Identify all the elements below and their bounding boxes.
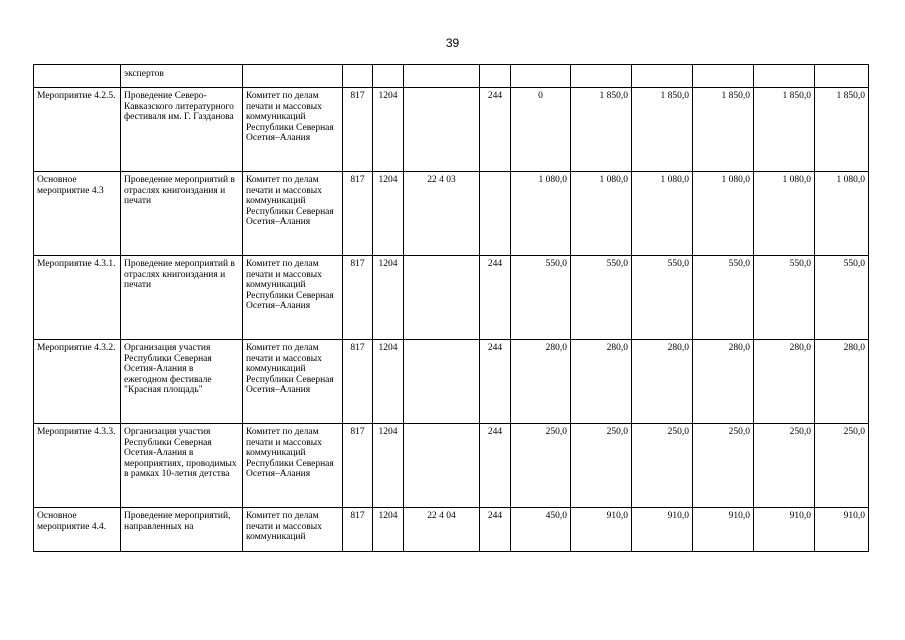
type-cell: Основное мероприятие 4.4.: [34, 508, 121, 552]
budget-table: [33, 64, 869, 552]
value-cell: 1 850,0: [693, 88, 754, 172]
value-cell: 1 850,0: [571, 88, 632, 172]
vr-cell: [480, 172, 511, 256]
rzpr-cell: 1204: [373, 172, 404, 256]
executor-cell: Комитет по делам печати и массовых коммуникаций: [243, 508, 343, 552]
type-cell: Мероприятие 4.3.2.: [34, 340, 121, 424]
value-cell: 910,0: [693, 508, 754, 552]
name-cell: Проведение Северо-Кавказского литературного фестиваля им. Г. Газданова: [121, 88, 243, 172]
type-cell: Основное мероприятие 4.3: [34, 172, 121, 256]
name-cell: Проведение мероприятий в отраслях книгоиздания и печати: [121, 256, 243, 340]
grbs-cell: 817: [343, 340, 373, 424]
value-cell: 450,0: [511, 508, 571, 552]
csr-cell: [404, 256, 480, 340]
name-cell: экспертов: [121, 65, 243, 88]
value-cell: 910,0: [571, 508, 632, 552]
grbs-cell: 817: [343, 256, 373, 340]
table-row: [34, 88, 869, 172]
value-cell: 550,0: [815, 256, 869, 340]
value-cell: 250,0: [693, 424, 754, 508]
csr-cell: [404, 65, 480, 88]
type-cell: Мероприятие 4.3.1.: [34, 256, 121, 340]
value-cell: 280,0: [571, 340, 632, 424]
value-cell: 250,0: [571, 424, 632, 508]
vr-cell: [480, 65, 511, 88]
value-cell: [754, 65, 815, 88]
value-cell: 280,0: [632, 340, 693, 424]
value-cell: 250,0: [754, 424, 815, 508]
value-cell: 250,0: [632, 424, 693, 508]
rzpr-cell: 1204: [373, 88, 404, 172]
csr-cell: 22 4 04: [404, 508, 480, 552]
page-number: 39: [445, 36, 460, 50]
value-cell: 250,0: [511, 424, 571, 508]
value-cell: [571, 65, 632, 88]
value-cell: 910,0: [632, 508, 693, 552]
value-cell: 1 080,0: [754, 172, 815, 256]
vr-cell: 244: [480, 256, 511, 340]
type-cell: Мероприятие 4.3.3.: [34, 424, 121, 508]
value-cell: 1 080,0: [571, 172, 632, 256]
grbs-cell: 817: [343, 88, 373, 172]
rzpr-cell: 1204: [373, 424, 404, 508]
value-cell: 280,0: [815, 340, 869, 424]
rzpr-cell: 1204: [373, 256, 404, 340]
vr-cell: 244: [480, 508, 511, 552]
value-cell: 550,0: [632, 256, 693, 340]
value-cell: [511, 65, 571, 88]
executor-cell: Комитет по делам печати и массовых коммуникаций Республики Северная Осетия–Алания: [243, 424, 343, 508]
value-cell: [632, 65, 693, 88]
table-row: [34, 508, 869, 552]
value-cell: 910,0: [815, 508, 869, 552]
grbs-cell: 817: [343, 508, 373, 552]
vr-cell: 244: [480, 88, 511, 172]
value-cell: 1 080,0: [815, 172, 869, 256]
value-cell: 550,0: [511, 256, 571, 340]
value-cell: 280,0: [511, 340, 571, 424]
name-cell: Проведение мероприятий, направленных на: [121, 508, 243, 552]
name-cell: Организация участия Республики Северная Осетия-Алания в ежегодном фестивале "Красная площадь": [121, 340, 243, 424]
value-cell: 0: [511, 88, 571, 172]
grbs-cell: 817: [343, 172, 373, 256]
csr-cell: [404, 340, 480, 424]
value-cell: 250,0: [815, 424, 869, 508]
value-cell: [815, 65, 869, 88]
table-row: [34, 340, 869, 424]
rzpr-cell: 1204: [373, 508, 404, 552]
name-cell: Проведение мероприятий в отраслях книгоиздания и печати: [121, 172, 243, 256]
value-cell: 1 080,0: [693, 172, 754, 256]
value-cell: 1 850,0: [754, 88, 815, 172]
value-cell: 280,0: [693, 340, 754, 424]
grbs-cell: [343, 65, 373, 88]
value-cell: 1 850,0: [815, 88, 869, 172]
rzpr-cell: 1204: [373, 340, 404, 424]
table-row: [34, 424, 869, 508]
value-cell: 1 080,0: [511, 172, 571, 256]
value-cell: 910,0: [754, 508, 815, 552]
executor-cell: Комитет по делам печати и массовых коммуникаций Республики Северная Осетия–Алания: [243, 172, 343, 256]
csr-cell: 22 4 03: [404, 172, 480, 256]
rzpr-cell: [373, 65, 404, 88]
vr-cell: 244: [480, 340, 511, 424]
name-cell: Организация участия Республики Северная Осетия-Алания в мероприятиях, проводимых в рамках 10-летия детства: [121, 424, 243, 508]
vr-cell: 244: [480, 424, 511, 508]
table-row: [34, 65, 869, 88]
value-cell: 550,0: [693, 256, 754, 340]
table-row: [34, 256, 869, 340]
value-cell: [693, 65, 754, 88]
executor-cell: Комитет по делам печати и массовых коммуникаций Республики Северная Осетия–Алания: [243, 88, 343, 172]
executor-cell: [243, 65, 343, 88]
csr-cell: [404, 88, 480, 172]
grbs-cell: 817: [343, 424, 373, 508]
value-cell: 1 850,0: [632, 88, 693, 172]
value-cell: 1 080,0: [632, 172, 693, 256]
executor-cell: Комитет по делам печати и массовых коммуникаций Республики Северная Осетия–Алания: [243, 340, 343, 424]
type-cell: [34, 65, 121, 88]
executor-cell: Комитет по делам печати и массовых коммуникаций Республики Северная Осетия–Алания: [243, 256, 343, 340]
value-cell: 280,0: [754, 340, 815, 424]
csr-cell: [404, 424, 480, 508]
value-cell: 550,0: [571, 256, 632, 340]
table-row: [34, 172, 869, 256]
type-cell: Мероприятие 4.2.5.: [34, 88, 121, 172]
value-cell: 550,0: [754, 256, 815, 340]
